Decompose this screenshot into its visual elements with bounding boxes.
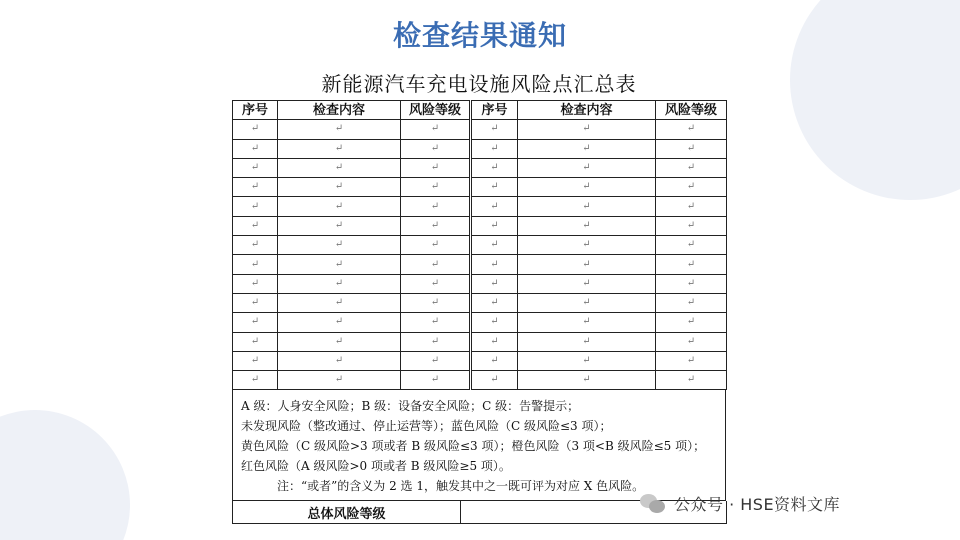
cell-index-right: ↵	[471, 255, 518, 274]
cell-risk-level-left: ↵	[401, 178, 471, 197]
cell-content-right: ↵	[518, 178, 656, 197]
cell-index-right: ↵	[471, 371, 518, 390]
cell-content-left: ↵	[278, 293, 401, 312]
cell-content-right: ↵	[518, 351, 656, 370]
cell-content-right: ↵	[518, 139, 656, 158]
cell-index-left: ↵	[233, 255, 278, 274]
cell-content-right: ↵	[518, 332, 656, 351]
note-line: 红色风险（A 级风险>0 项或者 B 级风险≥5 项）。	[241, 459, 511, 474]
note-line: 未发现风险（整改通过、停止运营等）；蓝色风险（C 级风险≤3 项）；	[241, 419, 612, 434]
header-content-left: 检查内容	[278, 101, 401, 120]
cell-risk-level-right: ↵	[656, 197, 727, 216]
cell-index-right: ↵	[471, 293, 518, 312]
slide-title: 检查结果通知	[392, 19, 567, 52]
cell-index-left: ↵	[233, 351, 278, 370]
table-row	[233, 293, 727, 312]
cell-index-right: ↵	[471, 274, 518, 293]
table-row	[233, 371, 727, 390]
watermark	[640, 489, 840, 517]
cell-risk-level-left: ↵	[401, 351, 471, 370]
cell-content-left: ↵	[278, 158, 401, 177]
wechat-icon	[640, 492, 666, 514]
cell-index-right: ↵	[471, 158, 518, 177]
cell-index-right: ↵	[471, 120, 518, 139]
cell-risk-level-left: ↵	[401, 120, 471, 139]
cell-risk-level-left: ↵	[401, 274, 471, 293]
watermark-text: 公众号 · HSE资料文库	[674, 494, 841, 514]
table-row	[233, 236, 727, 255]
cell-risk-level-left: ↵	[401, 255, 471, 274]
cell-index-left: ↵	[233, 178, 278, 197]
cell-risk-level-right: ↵	[656, 274, 727, 293]
header-index-right: 序号	[471, 101, 518, 120]
table-row	[233, 197, 727, 216]
cell-risk-level-left: ↵	[401, 236, 471, 255]
cell-risk-level-right: ↵	[656, 120, 727, 139]
cell-content-left: ↵	[278, 371, 401, 390]
cell-content-right: ↵	[518, 255, 656, 274]
table-row	[233, 274, 727, 293]
cell-risk-level-left: ↵	[401, 313, 471, 332]
cell-risk-level-right: ↵	[656, 139, 727, 158]
table-row	[233, 351, 727, 370]
cell-index-left: ↵	[233, 274, 278, 293]
cell-risk-level-right: ↵	[656, 293, 727, 312]
cell-content-left: ↵	[278, 139, 401, 158]
cell-content-left: ↵	[278, 274, 401, 293]
table-row	[233, 158, 727, 177]
cell-index-right: ↵	[471, 351, 518, 370]
cell-index-right: ↵	[471, 139, 518, 158]
cell-index-left: ↵	[233, 197, 278, 216]
table-row	[233, 332, 727, 351]
risk-summary-document	[232, 100, 726, 524]
table-row	[233, 216, 727, 235]
cell-index-left: ↵	[233, 158, 278, 177]
cell-content-left: ↵	[278, 120, 401, 139]
cell-risk-level-right: ↵	[656, 313, 727, 332]
table-row	[233, 313, 727, 332]
cell-index-left: ↵	[233, 120, 278, 139]
header-risk-level-right: 风险等级	[656, 101, 727, 120]
cell-index-left: ↵	[233, 332, 278, 351]
cell-content-right: ↵	[518, 293, 656, 312]
cell-risk-level-right: ↵	[656, 371, 727, 390]
cell-risk-level-left: ↵	[401, 371, 471, 390]
note-line: 黄色风险（C 级风险>3 项或者 B 级风险≤3 项）；橙色风险（3 项<B 级风险≤5 项）；	[241, 439, 706, 454]
table-title: 新能源汽车充电设施风险点汇总表	[321, 72, 637, 96]
cell-content-left: ↵	[278, 351, 401, 370]
cell-risk-level-left: ↵	[401, 332, 471, 351]
cell-content-left: ↵	[278, 236, 401, 255]
cell-index-left: ↵	[233, 371, 278, 390]
table-row	[233, 139, 727, 158]
cell-risk-level-right: ↵	[656, 216, 727, 235]
table-body	[233, 120, 727, 390]
risk-summary-table	[232, 100, 727, 390]
cell-index-left: ↵	[233, 236, 278, 255]
cell-content-right: ↵	[518, 274, 656, 293]
cell-index-left: ↵	[233, 216, 278, 235]
cell-content-right: ↵	[518, 120, 656, 139]
cell-risk-level-right: ↵	[656, 351, 727, 370]
cell-risk-level-left: ↵	[401, 158, 471, 177]
cell-index-right: ↵	[471, 197, 518, 216]
cell-index-right: ↵	[471, 236, 518, 255]
header-content-right: 检查内容	[518, 101, 656, 120]
cell-index-left: ↵	[233, 293, 278, 312]
cell-index-right: ↵	[471, 216, 518, 235]
cell-index-left: ↵	[233, 139, 278, 158]
cell-content-left: ↵	[278, 332, 401, 351]
cell-content-left: ↵	[278, 178, 401, 197]
cell-content-right: ↵	[518, 236, 656, 255]
cell-risk-level-right: ↵	[656, 178, 727, 197]
table-row	[233, 255, 727, 274]
cell-content-right: ↵	[518, 197, 656, 216]
cell-risk-level-left: ↵	[401, 293, 471, 312]
cell-content-left: ↵	[278, 216, 401, 235]
cell-risk-level-left: ↵	[401, 139, 471, 158]
cell-risk-level-right: ↵	[656, 332, 727, 351]
cell-risk-level-left: ↵	[401, 216, 471, 235]
header-risk-level-left: 风险等级	[401, 101, 471, 120]
cell-index-right: ↵	[471, 313, 518, 332]
table-row	[233, 178, 727, 197]
cell-content-right: ↵	[518, 371, 656, 390]
cell-content-right: ↵	[518, 313, 656, 332]
risk-level-notes	[232, 390, 726, 501]
cell-risk-level-right: ↵	[656, 236, 727, 255]
cell-content-left: ↵	[278, 255, 401, 274]
cell-index-left: ↵	[233, 313, 278, 332]
cell-content-left: ↵	[278, 313, 401, 332]
note-line: 注：“或者”的含义为 2 选 1，触发其中之一既可评为对应 X 色风险。	[277, 479, 645, 494]
table-row	[233, 120, 727, 139]
cell-risk-level-left: ↵	[401, 197, 471, 216]
table-header-row	[233, 101, 727, 120]
cell-content-left: ↵	[278, 197, 401, 216]
cell-risk-level-right: ↵	[656, 255, 727, 274]
note-line: A 级：人身安全风险；B 级：设备安全风险；C 级：告警提示；	[241, 399, 580, 414]
cell-content-right: ↵	[518, 216, 656, 235]
cell-content-right: ↵	[518, 158, 656, 177]
decorative-circle-bottom-left	[0, 410, 130, 540]
cell-index-right: ↵	[471, 178, 518, 197]
cell-risk-level-right: ↵	[656, 158, 727, 177]
overall-risk-label: 总体风险等级	[233, 501, 461, 523]
cell-index-right: ↵	[471, 332, 518, 351]
header-index-left: 序号	[233, 101, 278, 120]
